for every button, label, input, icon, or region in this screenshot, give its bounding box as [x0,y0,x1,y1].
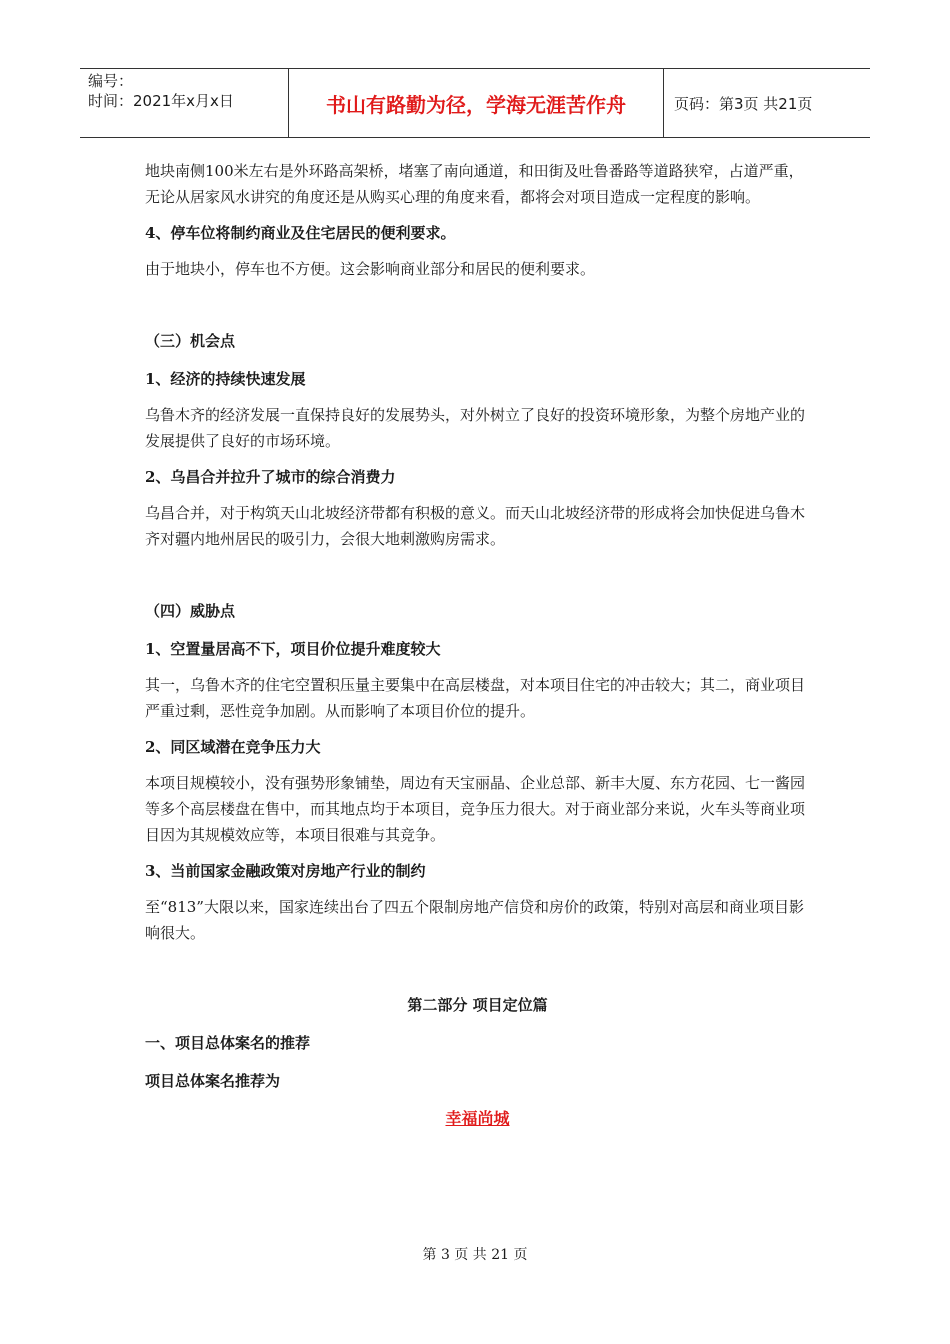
heading-economy: 1、经济的持续快速发展 [145,370,306,388]
heading-vacancy: 1、空置量居高不下，项目价位提升难度较大 [145,640,441,658]
recommended-project-name: 幸福尚城 [445,1109,510,1128]
doc-number-label: 编号： [88,72,134,90]
doc-time-label: 时间：2021年x月x日 [88,92,234,110]
page-footer: 第 3 页 共 21 页 [422,1247,528,1263]
part-two-title: 第二部分 项目定位篇 [407,996,548,1014]
paragraph-merger: 乌昌合并，对于构筑天山北坡经济带都有积极的意义。而天山北坡经济带的形成将会加快促进乌鲁木齐对疆内地州居民的吸引力，会很大地刺激购房需求。 [145,504,806,548]
paragraph-economy: 乌鲁木齐的经济发展一直保持良好的发展势头，对外树立了良好的投资环境形象，为整个房地产业的发展提供了良好的市场环境。 [145,406,806,450]
paragraph-project-name: 项目总体案名推荐为 [145,1072,281,1090]
document-body [145,158,810,1132]
header-page-info: 页码：第3页 共21页 [674,94,813,113]
section-threats: （四）威胁点 [145,602,236,620]
header-motto: 书山有路勤为径，学海无涯苦作舟 [289,69,664,137]
paragraph-parking: 由于地块小，停车也不方便。这会影响商业部分和居民的便利要求。 [145,260,596,278]
page-header [80,68,870,138]
header-meta [80,69,289,137]
paragraph-policy: 至“813”大限以来，国家连续出台了四五个限制房地产信贷和房价的政策，特别对高层和商业项目影响很大。 [145,898,804,942]
paragraph-road: 地块南侧100米左右是外环路高架桥，堵塞了南向通道，和田街及吐鲁番路等道路狭窄，占道严重，无论从居家风水讲究的角度还是从购买心理的角度来看，都将会对项目造成一定程度的影响。 [145,162,804,206]
heading-policy: 3、当前国家金融政策对房地产行业的制约 [145,862,426,880]
heading-project-name: 一、项目总体案名的推荐 [145,1034,311,1052]
heading-competition: 2、同区域潜在竞争压力大 [145,738,321,756]
heading-merger: 2、乌昌合并拉升了城市的综合消费力 [145,468,396,486]
paragraph-vacancy: 其一，乌鲁木齐的住宅空置积压量主要集中在高层楼盘，对本项目住宅的冲击较大；其二，商业项目严重过剩，恶性竞争加剧。从而影响了本项目价位的提升。 [145,676,806,720]
section-opportunities: （三）机会点 [145,332,236,350]
paragraph-competition: 本项目规模较小，没有强势形象铺垫，周边有天宝丽晶、企业总部、新丰大厦、东方花园、七一酱园等多个高层楼盘在售中，而其地点均于本项目，竞争压力很大。对于商业部分来说，火车头等商业项目因为其规模效应等，本项目很难与其竞争。 [145,774,806,844]
heading-parking: 4、停车位将制约商业及住宅居民的便利要求。 [145,224,456,242]
